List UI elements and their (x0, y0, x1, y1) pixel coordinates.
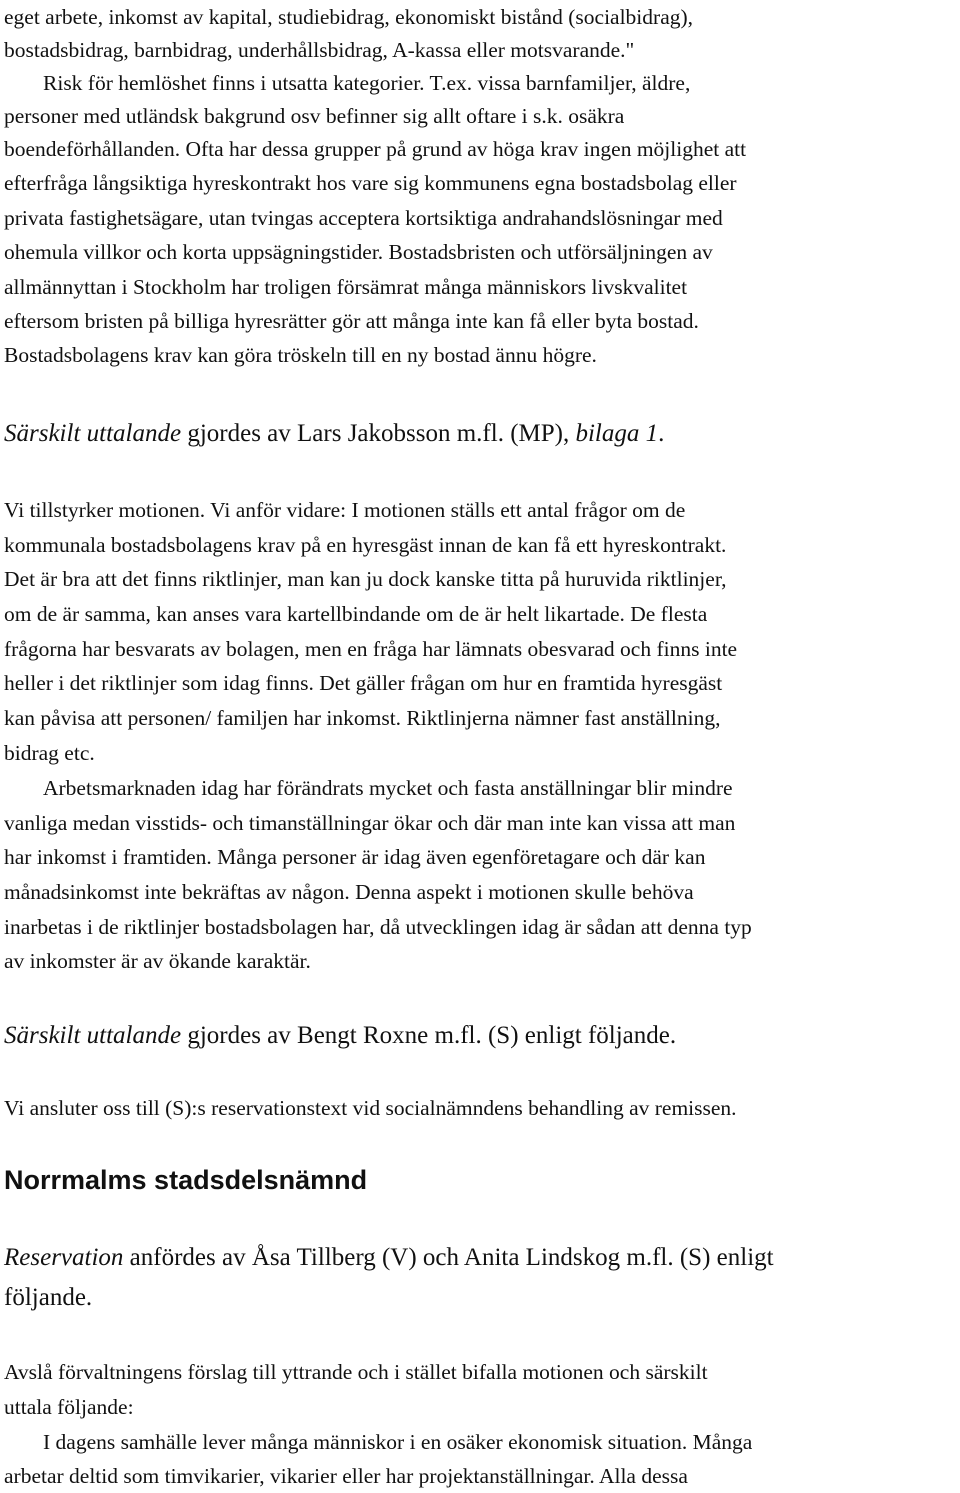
reservation-line-2: följande. (4, 1284, 93, 1311)
text-line: frågorna har besvarats av bolagen, men en fråga har lämnats obesvarad och finns inte (4, 637, 738, 661)
text-line: Vi ansluter oss till (S):s reservationstext vid socialnämndens behandling av remissen. (4, 1096, 737, 1120)
text-line: bostadsbidrag, barnbidrag, underhållsbidrag, A-kassa eller motsvarande." (4, 38, 635, 62)
text-line: Avslå förvaltningens förslag till yttrande och i stället bifalla motionen och särskilt (4, 1360, 708, 1384)
text-line: inarbetas i de riktlinjer bostadsbolagen har, då utvecklingen idag är sådan att denna typ (4, 915, 752, 939)
text-line: efterfråga långsiktiga hyreskontrakt hos vare sig kommunens egna bostadsbolag eller (4, 171, 737, 195)
reservation-line (4, 1238, 774, 1278)
text-line: boendeförhållanden. Ofta har dessa grupper på grund av höga krav ingen möjlighet att (4, 137, 747, 161)
special-statement-1 (4, 414, 664, 454)
reservation-text: anfördes av Åsa Tillberg (V) och Anita Lindskog m.fl. (S) enligt (123, 1244, 774, 1271)
text-line: Bostadsbolagens krav kan göra tröskeln till en ny bostad ännu högre. (4, 343, 597, 367)
text-line: kommunala bostadsbolagens krav på en hyresgäst innan de kan få ett hyreskontrakt. (4, 533, 727, 557)
statement-text: gjordes av Bengt Roxne m.fl. (S) enligt följande. (181, 1022, 677, 1049)
text-line: har inkomst i framtiden. Många personer är idag även egenföretagare och där kan (4, 845, 706, 869)
text-line: vanliga medan visstids- och timanställningar ökar och där man inte kan vissa att man (4, 811, 736, 835)
special-statement-2 (4, 1016, 676, 1056)
text-line: bidrag etc. (4, 741, 95, 765)
text-line: Vi tillstyrker motionen. Vi anför vidare: I motionen ställs ett antal frågor om de (4, 498, 686, 522)
text-line: eftersom bristen på billiga hyresrätter gör att många inte kan få eller byta bostad. (4, 309, 699, 333)
text-line: Det är bra att det finns riktlinjer, man kan ju dock kanske titta på huruvida riktlinjer, (4, 567, 727, 591)
text-line: av inkomster är av ökande karaktär. (4, 949, 311, 973)
text-line: uttala följande: (4, 1395, 134, 1419)
text-line: heller i det riktlinjer som idag finns. Det gäller frågan om hur en framtida hyresgäst (4, 671, 723, 695)
text-line: ohemula villkor och korta uppsägningstider. Bostadsbristen och utförsäljningen av (4, 240, 713, 264)
text-line: Risk för hemlöshet finns i utsatta kategorier. T.ex. vissa barnfamiljer, äldre, (43, 71, 691, 95)
reservation-label: Reservation (4, 1244, 124, 1271)
text-line: arbetar deltid som timvikarier, vikarier eller har projektanställningar. Alla dessa (4, 1464, 688, 1488)
text-line: I dagens samhälle lever många människor i en osäker ekonomisk situation. Många (43, 1430, 753, 1454)
statement-text: gjordes av Lars Jakobsson m.fl. (MP), (181, 420, 576, 447)
text-line: allmännyttan i Stockholm har troligen försämrat många människors livskvalitet (4, 275, 688, 299)
text-line: personer med utländsk bakgrund osv befinner sig allt oftare i s.k. osäkra (4, 104, 625, 128)
text-line: månadsinkomst inte bekräftas av någon. Denna aspekt i motionen skulle behöva (4, 880, 694, 904)
text-line: kan påvisa att personen/ familjen har inkomst. Riktlinjerna nämner fast anställning, (4, 706, 721, 730)
text-line: om de är samma, kan anses vara kartellbindande om de är helt likartade. De flesta (4, 602, 708, 626)
statement-label: Särskilt uttalande (4, 1022, 182, 1049)
text-line: privata fastighetsägare, utan tvingas acceptera kortsiktiga andrahandslösningar med (4, 206, 723, 230)
text-line: eget arbete, inkomst av kapital, studiebidrag, ekonomiskt bistånd (socialbidrag), (4, 5, 694, 29)
statement-label: Särskilt uttalande (4, 420, 182, 447)
statement-end: . (658, 420, 665, 447)
attachment-ref: bilaga 1 (575, 420, 659, 447)
text-line: Arbetsmarknaden idag har förändrats mycket och fasta anställningar blir mindre (43, 776, 733, 800)
section-heading: Norrmalms stadsdelsnämnd (4, 1165, 368, 1195)
